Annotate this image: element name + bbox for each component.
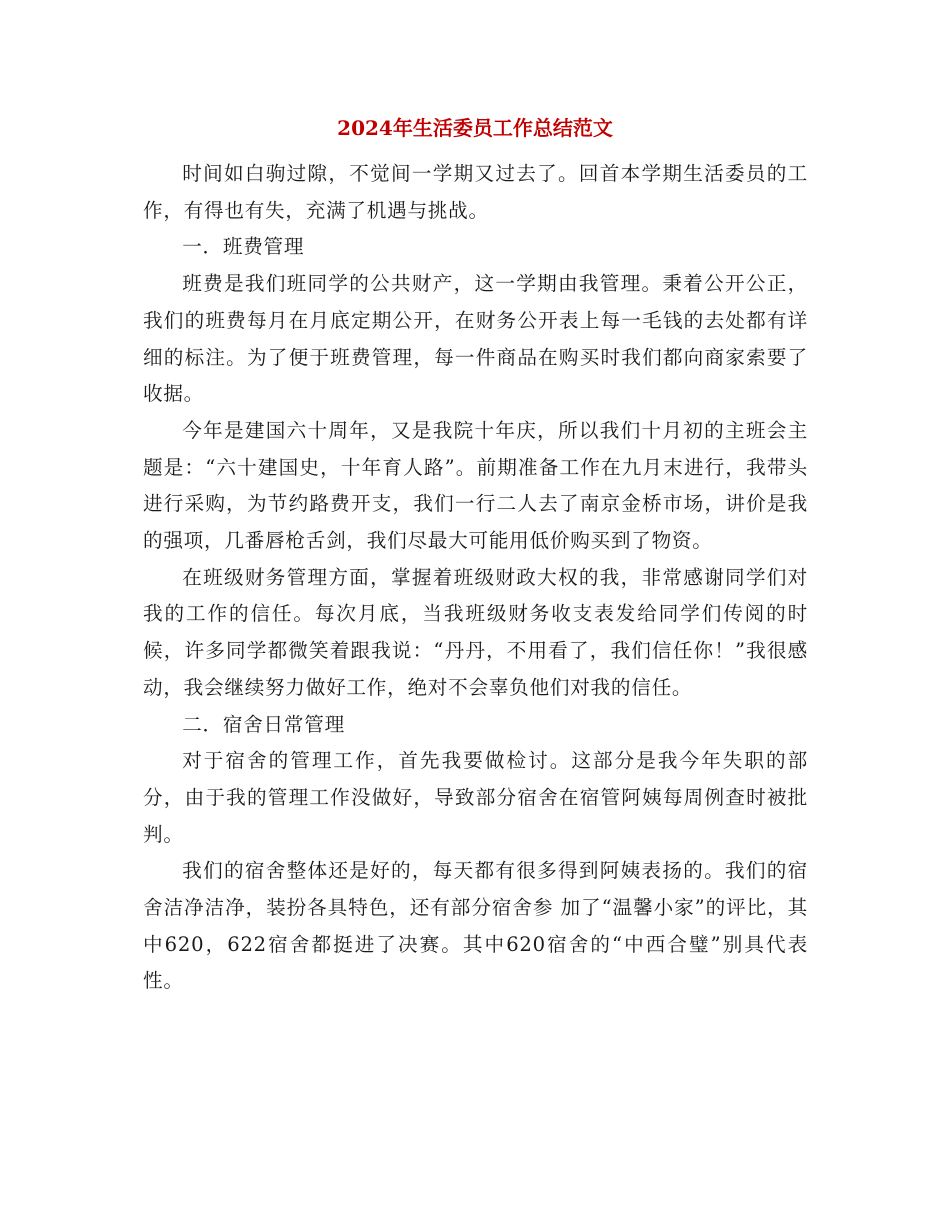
paragraph-finance-trust: 在班级财务管理方面，掌握着班级财政大权的我，非常感谢同学们对我的工作的信任。每次月底，当我班级财务收支表发给同学们传阅的时候，许多同学都微笑着跟我说：“丹丹，不用看了，我们信任你！”我很感动，我会继续努力做好工作，绝对不会辜负他们对我的信任。 xyxy=(143,565,808,699)
paragraph-class-fee: 班费是我们班同学的公共财产，这一学期由我管理。秉着公开公正，我们的班费每月在月底定期公开，在财务公开表上每一毛钱的去处都有详细的标注。为了便于班费管理，每一件商品在购买时我们都向商家索要了收据。 xyxy=(143,272,808,406)
paragraph-intro: 时间如白驹过隙，不觉间一学期又过去了。回首本学期生活委员的工作，有得也有失，充满了机遇与挑战。 xyxy=(143,162,808,222)
paragraph-dorm-praise: 我们的宿舍整体还是好的，每天都有很多得到阿姨表扬的。我们的宿舍洁净洁净，装扮各具特色，还有部分宿舍参 加了“温馨小家”的评比，其中620，622宿舍都挺进了决赛。其中620宿舍的“中西合璧”别具代表性。 xyxy=(143,859,808,993)
document-body xyxy=(143,156,808,1000)
paragraph-dorm-review: 对于宿舍的管理工作，首先我要做检讨。这部分是我今年失职的部分，由于我的管理工作没做好，导致部分宿舍在宿管阿姨每周例查时被批判。 xyxy=(143,749,808,846)
document-title: 2024年生活委员工作总结范文 xyxy=(337,116,613,140)
section-heading-class-fee: 一．班费管理 xyxy=(182,235,305,259)
section-heading-dorm: 二．宿舍日常管理 xyxy=(182,712,345,736)
paragraph-anniversary: 今年是建国六十周年，又是我院十年庆，所以我们十月初的主班会主题是：“六十建国史，十年育人路”。前期准备工作在九月末进行，我带头进行采购，为节约路费开支，我们一行二人去了南京金桥市场，讲价是我的强项，几番唇枪舌剑，我们尽最大可能用低价购买到了物资。 xyxy=(143,418,808,553)
